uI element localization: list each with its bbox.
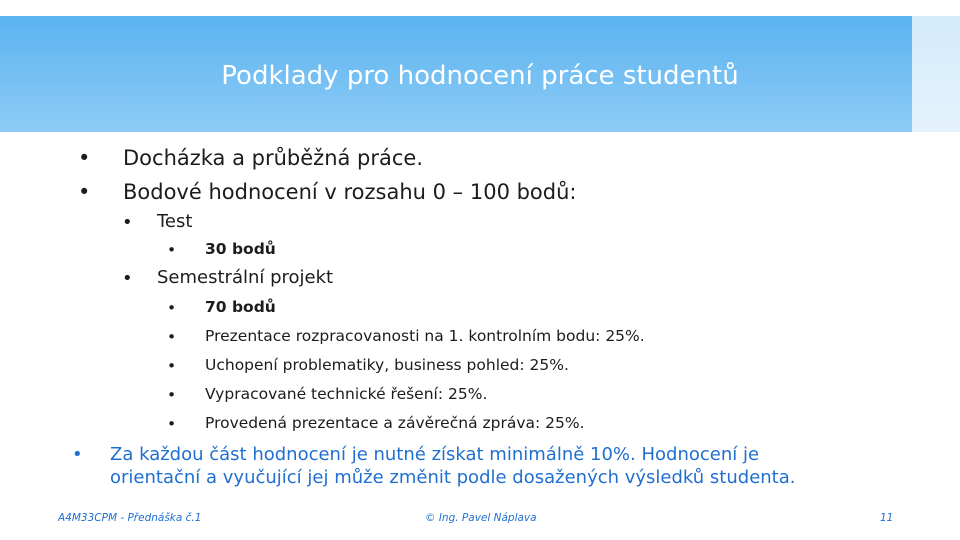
- list-item: Bodové hodnocení v rozsahu 0 – 100 bodů:: [123, 180, 577, 204]
- bullet-icon: •: [72, 444, 83, 465]
- bullet-icon: •: [78, 180, 91, 204]
- list-item: Uchopení problematiky, business pohled: 25%.: [205, 356, 569, 374]
- bullet-icon: •: [167, 241, 177, 259]
- list-item: Test: [157, 211, 193, 232]
- bullet-icon: •: [167, 415, 177, 433]
- footer-course: A4M33CPM - Přednáška č.1: [58, 512, 202, 524]
- list-item: Provedená prezentace a závěrečná zpráva: 25%.: [205, 414, 585, 432]
- footer-author: © Ing. Pavel Náplava: [425, 512, 537, 524]
- list-item: Docházka a průběžná práce.: [123, 146, 424, 170]
- list-item: 70 bodů: [205, 298, 276, 316]
- bullet-icon: •: [122, 212, 133, 233]
- note-line-1: Za každou část hodnocení je nutné získat minimálně 10%. Hodnocení je: [110, 444, 760, 465]
- slide-title: Podklady pro hodnocení práce studentů: [221, 61, 739, 91]
- bullet-icon: •: [167, 357, 177, 375]
- list-item: Vypracované technické řešení: 25%.: [205, 385, 488, 403]
- bullet-icon: •: [78, 146, 91, 170]
- note-line-2: orientační a vyučující jej může změnit podle dosažených výsledků studenta.: [110, 467, 796, 488]
- list-item: Prezentace rozpracovanosti na 1. kontrolním bodu: 25%.: [205, 327, 645, 345]
- bullet-icon: •: [122, 268, 133, 289]
- bullet-icon: •: [167, 299, 177, 317]
- bullet-icon: •: [167, 328, 177, 346]
- bullet-icon: •: [167, 386, 177, 404]
- footer-page-number: 11: [880, 512, 894, 524]
- list-item: 30 bodů: [205, 240, 276, 258]
- top-white-band: [0, 0, 960, 16]
- list-item: Semestrální projekt: [157, 267, 334, 288]
